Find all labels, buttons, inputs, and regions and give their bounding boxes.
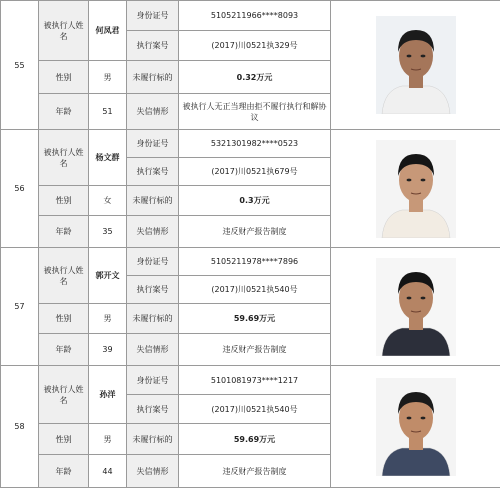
- age-value: 51: [89, 94, 127, 130]
- unperformed-label: 未履行标的: [127, 304, 179, 334]
- unperformed-label: 未履行标的: [127, 424, 179, 455]
- portrait-left-eye: [406, 55, 411, 58]
- gender-label: 性别: [39, 186, 89, 216]
- case-number-label: 执行案号: [127, 395, 179, 424]
- table-row: [1, 1, 500, 31]
- photo-cell: [331, 248, 500, 366]
- name-label: 被执行人姓名: [39, 248, 89, 304]
- case-number-label: 执行案号: [127, 31, 179, 61]
- id-number-label: 身份证号: [127, 130, 179, 158]
- debtor-name: 何凤君: [89, 1, 127, 61]
- age-label: 年龄: [39, 455, 89, 488]
- gender-value: 女: [89, 186, 127, 216]
- age-label: 年龄: [39, 334, 89, 366]
- situation-value: 被执行人无正当理由拒不履行执行和解协议: [179, 94, 331, 130]
- photo-cell: [331, 1, 500, 130]
- unperformed-value: 0.32万元: [179, 61, 331, 94]
- situation-value: 违反财产报告制度: [179, 334, 331, 366]
- gender-value: 男: [89, 61, 127, 94]
- gender-value: 男: [89, 304, 127, 334]
- id-number-value: 5321301982****0523: [179, 130, 331, 158]
- debtor-name: 郭开文: [89, 248, 127, 304]
- record-number: 56: [1, 130, 39, 248]
- age-label: 年龄: [39, 94, 89, 130]
- photo-cell: [331, 130, 500, 248]
- case-number-value: (2017)川0521执329号: [179, 31, 331, 61]
- id-number-value: 5105211966****8093: [179, 1, 331, 31]
- table-row: [1, 248, 500, 276]
- portrait-left-eye: [406, 416, 411, 419]
- age-label: 年龄: [39, 216, 89, 248]
- dishonest-situation-label: 失信情形: [127, 455, 179, 488]
- portrait-right-eye: [420, 416, 425, 419]
- case-number-label: 执行案号: [127, 276, 179, 304]
- portrait-photo: [376, 378, 456, 476]
- id-number-value: 5101081973****1217: [179, 366, 331, 395]
- portrait-left-eye: [406, 296, 411, 299]
- dishonest-situation-label: 失信情形: [127, 216, 179, 248]
- record-number: 57: [1, 248, 39, 366]
- dishonest-situation-label: 失信情形: [127, 94, 179, 130]
- unperformed-label: 未履行标的: [127, 186, 179, 216]
- age-value: 44: [89, 455, 127, 488]
- name-label: 被执行人姓名: [39, 1, 89, 61]
- age-value: 35: [89, 216, 127, 248]
- record-number: 55: [1, 1, 39, 130]
- unperformed-value: 59.69万元: [179, 304, 331, 334]
- case-number-value: (2017)川0521执540号: [179, 276, 331, 304]
- id-number-label: 身份证号: [127, 366, 179, 395]
- portrait-right-eye: [420, 296, 425, 299]
- case-number-label: 执行案号: [127, 158, 179, 186]
- gender-label: 性别: [39, 61, 89, 94]
- portrait-left-eye: [406, 178, 411, 181]
- record-number: 58: [1, 366, 39, 488]
- case-number-value: (2017)川0521执540号: [179, 395, 331, 424]
- age-value: 39: [89, 334, 127, 366]
- photo-cell: [331, 366, 500, 488]
- unperformed-value: 0.3万元: [179, 186, 331, 216]
- name-label: 被执行人姓名: [39, 130, 89, 186]
- situation-value: 违反财产报告制度: [179, 216, 331, 248]
- gender-value: 男: [89, 424, 127, 455]
- id-number-label: 身份证号: [127, 1, 179, 31]
- table-row: [1, 130, 500, 158]
- dishonest-situation-label: 失信情形: [127, 334, 179, 366]
- situation-value: 违反财产报告制度: [179, 455, 331, 488]
- table-row: [1, 366, 500, 395]
- case-number-value: (2017)川0521执679号: [179, 158, 331, 186]
- unperformed-value: 59.69万元: [179, 424, 331, 455]
- gender-label: 性别: [39, 304, 89, 334]
- portrait-photo: [376, 16, 456, 114]
- name-label: 被执行人姓名: [39, 366, 89, 424]
- debtor-name: 杨文群: [89, 130, 127, 186]
- unperformed-label: 未履行标的: [127, 61, 179, 94]
- id-number-label: 身份证号: [127, 248, 179, 276]
- portrait-right-eye: [420, 55, 425, 58]
- debtor-name: 孙洋: [89, 366, 127, 424]
- gender-label: 性别: [39, 424, 89, 455]
- portrait-photo: [376, 140, 456, 238]
- table-body: [1, 1, 500, 488]
- id-number-value: 5105211978****7896: [179, 248, 331, 276]
- portrait-photo: [376, 258, 456, 356]
- portrait-right-eye: [420, 178, 425, 181]
